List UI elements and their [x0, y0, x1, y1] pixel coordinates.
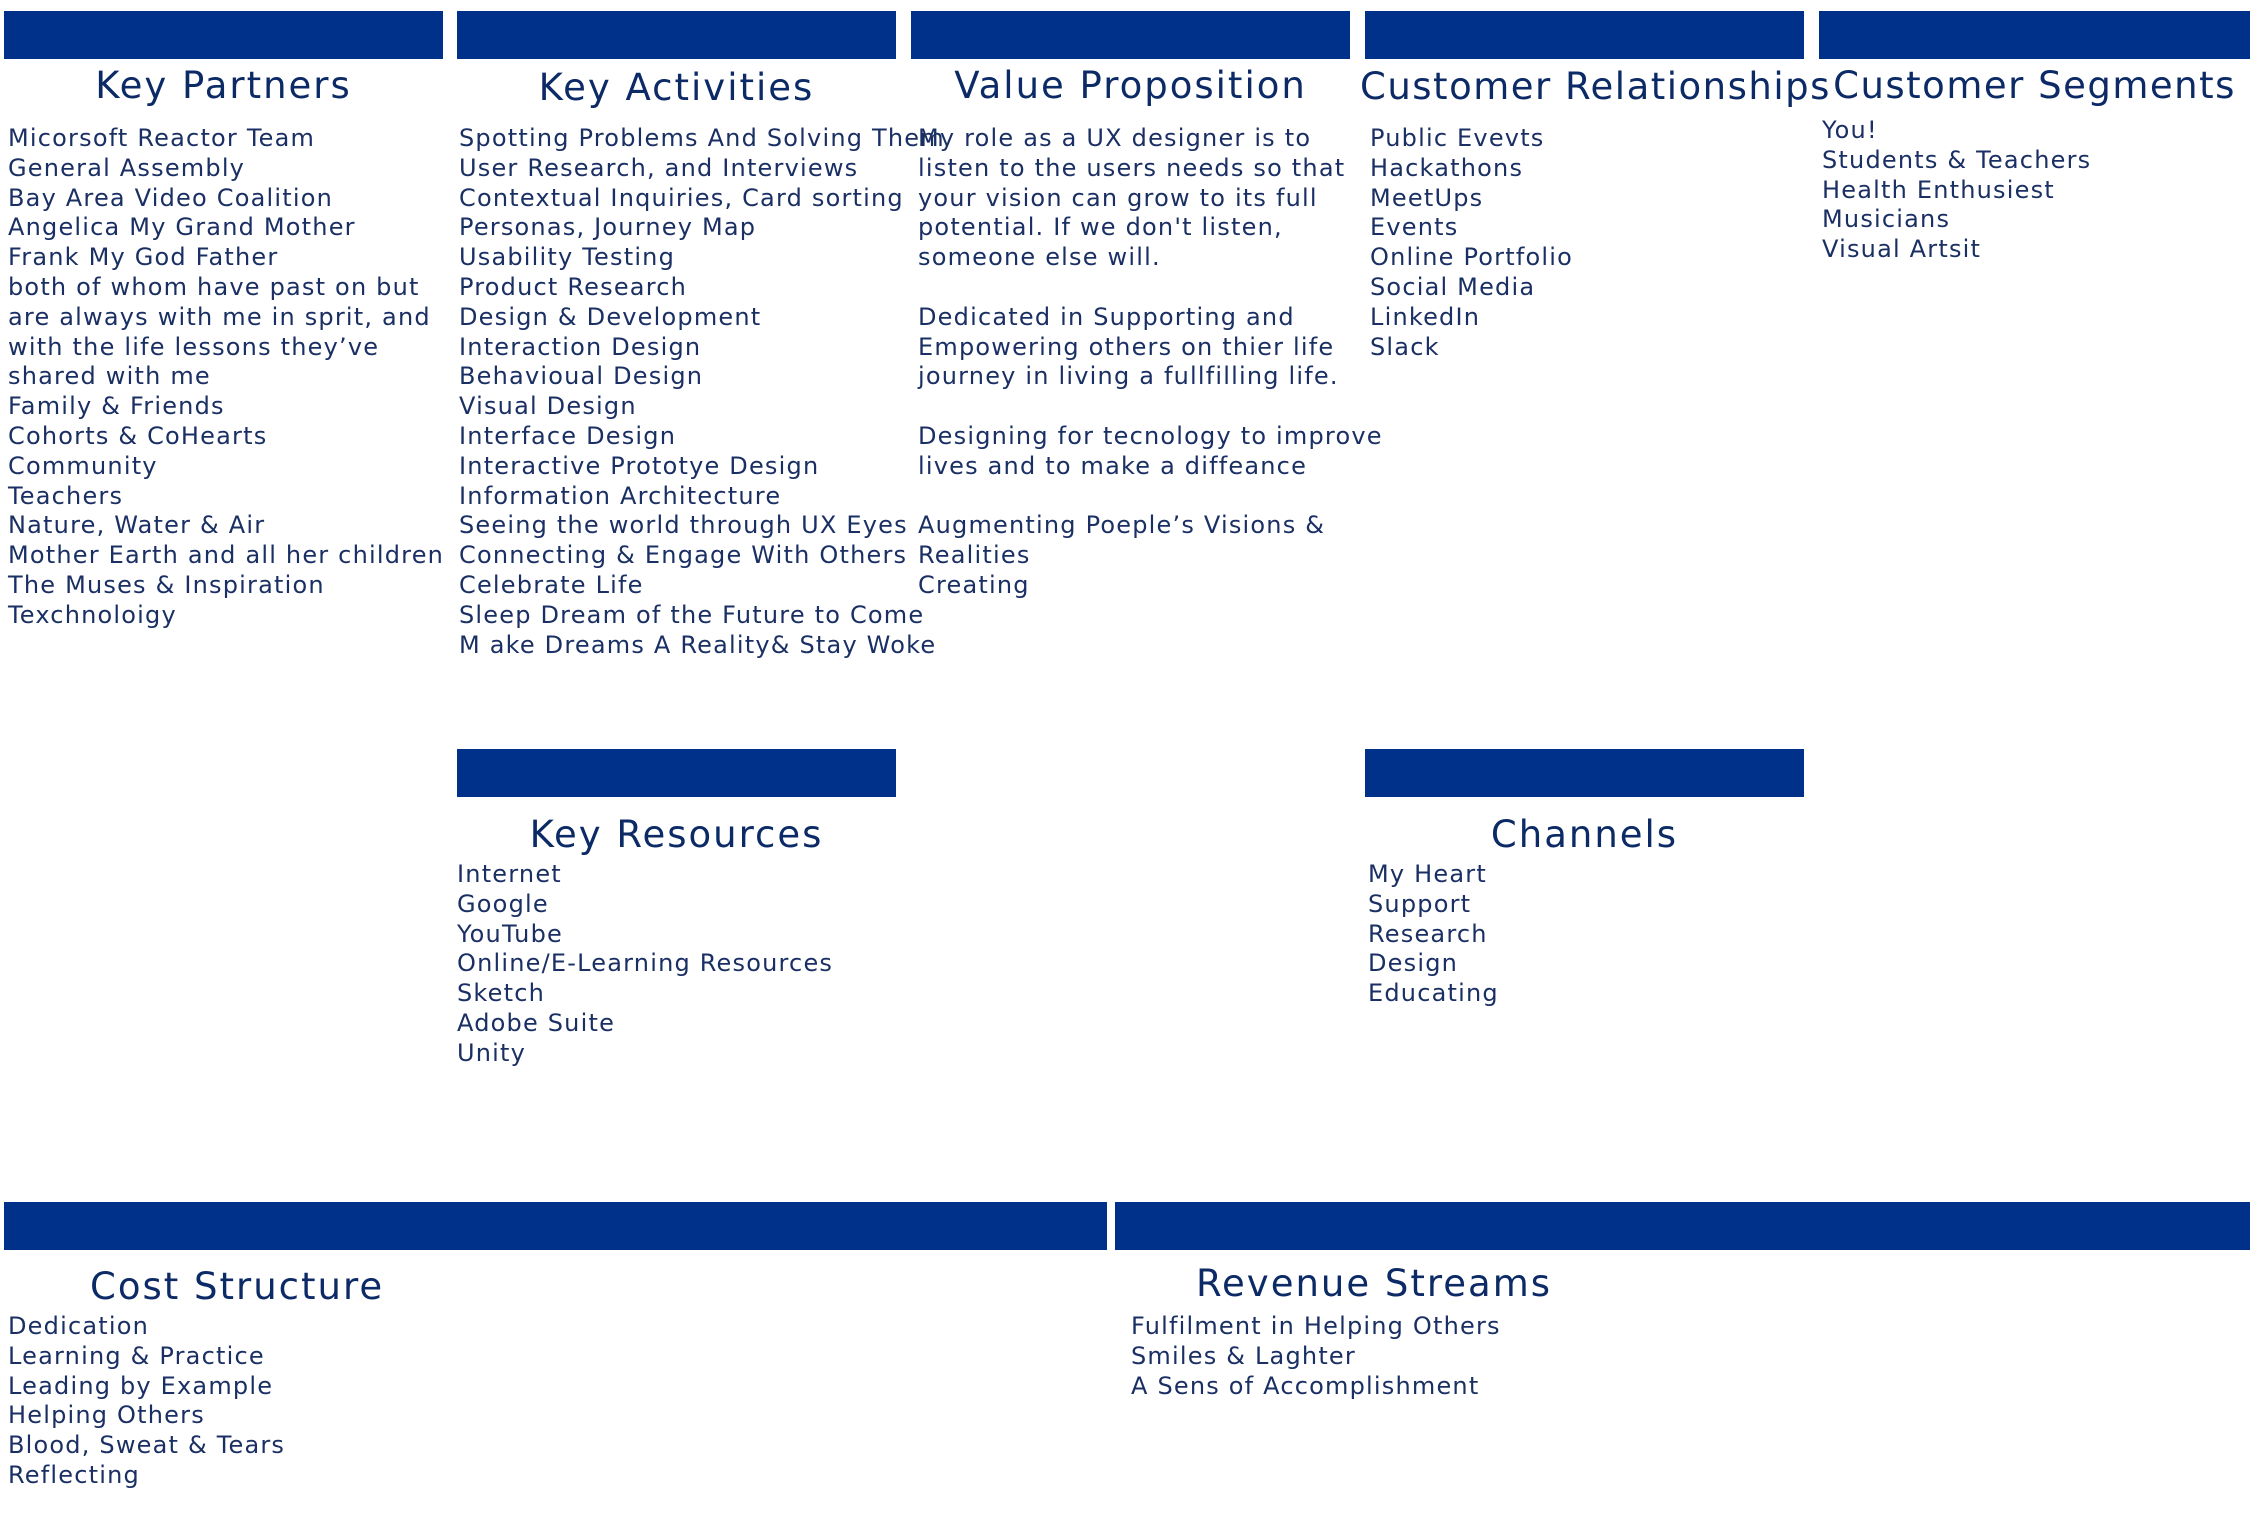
blank-line: [918, 482, 1348, 512]
list-item: My Heart: [1368, 860, 1487, 888]
list-item: Adobe Suite: [457, 1008, 616, 1037]
list-item: Students & Teachers: [1822, 145, 2092, 174]
list-item: Learning & Practice: [8, 1341, 265, 1370]
list-item: Contextual Inquiries, Card sorting: [459, 183, 904, 212]
list-item: Community: [8, 451, 158, 480]
list-item: Interactive Prototye Design: [459, 451, 820, 480]
list-item: both of whom have past on but are always with me in sprit, and with the life lessons they’ve shared with me: [8, 272, 431, 391]
list-item: Personas, Journey Map: [459, 213, 757, 242]
customer-segments-title: Customer Segments: [1833, 64, 2236, 107]
revenue-streams-list: [1131, 1312, 1831, 1401]
value-proposition-header-bar: [911, 11, 1350, 59]
channels-title: Channels: [1490, 813, 1679, 856]
list-item: Family & Friends: [8, 392, 225, 421]
list-item: Educating: [1368, 979, 1499, 1008]
list-item: Research: [1368, 919, 1488, 948]
text-line: Empowering others on thier life: [918, 332, 1335, 361]
text-line: Realities: [918, 541, 1031, 570]
list-item: Google: [457, 889, 549, 918]
list-item: User Research, and Interviews: [459, 153, 859, 182]
channels-list: [1368, 860, 1798, 1009]
key-partners-title: Key Partners: [95, 64, 352, 107]
list-item: Cohorts & CoHearts: [8, 421, 268, 450]
text-line: potential. If we don't listen,: [918, 213, 1283, 242]
list-item: Smiles & Laghter: [1131, 1341, 1356, 1370]
key-activities-list: [459, 124, 945, 660]
key-resources-title: Key Resources: [529, 813, 824, 856]
list-item: Design & Development: [459, 302, 762, 331]
value-proposition-title: Value Proposition: [954, 64, 1307, 107]
cost-structure-header-bar: [4, 1202, 1107, 1250]
key-activities-header-bar: [457, 11, 896, 59]
customer-relationships-header-bar: [1365, 11, 1804, 59]
list-item: Leading by Example: [8, 1371, 274, 1400]
text-line: listen to the users needs so that: [918, 153, 1346, 182]
list-item: Bay Area Video Coalition: [8, 183, 333, 212]
list-item: Usability Testing: [459, 243, 676, 272]
list-item: Frank My God Father: [8, 243, 279, 272]
list-item: Nature, Water & Air: [8, 511, 266, 540]
customer-segments-header-bar: [1819, 11, 2250, 59]
list-item: Seeing the world through UX Eyes: [459, 511, 908, 540]
list-item: Sketch: [457, 979, 546, 1008]
revenue-streams-title: Revenue Streams: [1196, 1262, 1553, 1305]
list-item: YouTube: [457, 919, 563, 948]
key-partners-list: [8, 124, 445, 631]
text-line: someone else will.: [918, 243, 1161, 272]
list-item: Interaction Design: [459, 332, 702, 361]
list-item: Angelica My Grand Mother: [8, 213, 356, 242]
customer-segments-list: [1822, 116, 2242, 265]
list-item: Reflecting: [8, 1460, 140, 1489]
customer-relationships-title: Customer Relationships: [1360, 65, 1831, 108]
text-line: Creating: [918, 570, 1030, 599]
list-item: Design: [1368, 949, 1459, 978]
key-activities-title: Key Activities: [538, 66, 815, 109]
blank-line: [918, 392, 1348, 422]
list-item: Public Evevts: [1370, 124, 1545, 152]
list-item: M ake Dreams A Reality& Stay Woke: [459, 630, 937, 659]
value-proposition-text: [918, 124, 1383, 601]
list-item: Product Research: [459, 272, 688, 301]
list-item: Health Enthusiest: [1822, 175, 2055, 204]
list-item: Blood, Sweat & Tears: [8, 1431, 286, 1460]
text-line: lives and to make a diffeance: [918, 451, 1308, 480]
cost-structure-list: [8, 1312, 508, 1491]
list-item: Slack: [1370, 332, 1440, 361]
channels-header-bar: [1365, 749, 1804, 797]
text-line: your vision can grow to its full: [918, 183, 1318, 212]
list-item: Musicians: [1822, 205, 1951, 234]
list-item: Unity: [457, 1038, 527, 1067]
list-item: Helping Others: [8, 1401, 205, 1430]
list-item: Texchnoloigy: [8, 600, 177, 629]
text-line: Augmenting Poeple’s Visions &: [918, 511, 1326, 540]
list-item: Online Portfolio: [1370, 243, 1573, 272]
list-item: The Muses & Inspiration: [8, 570, 325, 599]
list-item: Spotting Problems And Solving Them: [459, 124, 945, 152]
list-item: Information Architecture: [459, 481, 782, 510]
cost-structure-title: Cost Structure: [90, 1265, 385, 1308]
list-item: MeetUps: [1370, 183, 1484, 212]
list-item: Visual Artsit: [1822, 235, 1982, 264]
list-item: Hackathons: [1370, 153, 1524, 182]
text-line: My role as a UX designer is to: [918, 124, 1312, 152]
list-item: Events: [1370, 213, 1459, 242]
key-partners-header-bar: [4, 11, 443, 59]
list-item: General Assembly: [8, 153, 246, 182]
list-item: Online/E-Learning Resources: [457, 949, 834, 978]
list-item: Celebrate Life: [459, 570, 644, 599]
text-line: Dedicated in Supporting and: [918, 302, 1295, 331]
list-item: Social Media: [1370, 272, 1536, 301]
list-item: Behavioual Design: [459, 362, 704, 391]
list-item: You!: [1822, 116, 1878, 144]
list-item: Interface Design: [459, 421, 677, 450]
customer-relationships-list: [1370, 124, 1800, 362]
key-resources-header-bar: [457, 749, 896, 797]
list-item: Visual Design: [459, 392, 637, 421]
blank-line: [918, 273, 1348, 303]
list-item: Connecting & Engage With Others: [459, 541, 908, 570]
list-item: Internet: [457, 860, 562, 888]
list-item: Sleep Dream of the Future to Come: [459, 600, 925, 629]
list-item: Support: [1368, 889, 1472, 918]
list-item: Micorsoft Reactor Team: [8, 124, 316, 152]
list-item: A Sens of Accomplishment: [1131, 1371, 1480, 1400]
list-item: Fulfilment in Helping Others: [1131, 1312, 1501, 1340]
text-line: Designing for tecnology to improve: [918, 421, 1383, 450]
text-line: journey in living a fullfilling life.: [918, 362, 1339, 391]
key-resources-list: [457, 860, 887, 1069]
revenue-streams-header-bar: [1115, 1202, 2250, 1250]
list-item: Dedication: [8, 1312, 150, 1340]
list-item: LinkedIn: [1370, 302, 1481, 331]
list-item: Mother Earth and all her children: [8, 541, 445, 570]
list-item: Teachers: [8, 481, 124, 510]
